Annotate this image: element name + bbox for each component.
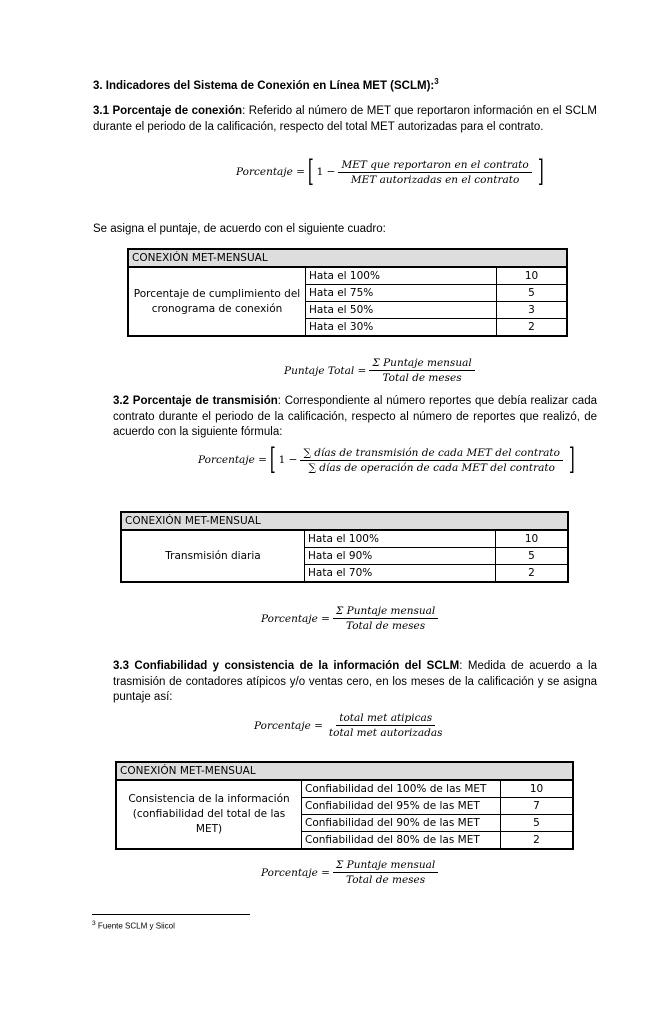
formula-porcentaje-final [261,859,441,886]
footnote-marker: 3 [92,920,96,927]
fraction [338,159,531,186]
subsection-title: 3.1 Porcentaje de conexión [93,105,243,117]
table-header: CONEXIÓN MET-MENSUAL [128,249,567,267]
bracket-right: ] [568,442,575,477]
fraction [333,605,438,632]
table-cell-level: Hata el 100% [306,267,497,285]
fraction-denominator: Total de meses [382,372,462,384]
fraction [326,712,446,739]
footnote-divider [92,914,250,915]
footnote-ref: 3 [434,77,439,86]
paragraph-text: : Correspondiente al número reportes que debía realizar cada contrato durante el periodo de la calificación, respecto al número de reportes que realizó, de acuerdo con la siguiente fórmula: [113,395,597,438]
transmision-table [120,511,569,583]
formula-transmision [198,442,578,477]
fraction [333,859,438,886]
formula-lhs: Porcentaje = [261,612,330,625]
formula-lhs: Porcentaje = [236,166,305,178]
table-cell-level: Hata el 90% [305,548,496,565]
footnote [92,920,175,931]
paragraph-text: : Referido al número de MET que reportaron información en el SCLM durante el periodo de la calificación, respecto del total MET autorizadas para el contrato. [93,105,597,133]
fraction [300,447,562,474]
table-category: Consistencia de la información (confiabilidad del total de las MET) [116,780,302,849]
table-cell-points: 3 [497,302,568,319]
table-cell-points: 10 [497,267,568,285]
table-cell-level: Confiabilidad del 80% de las MET [302,832,501,850]
table-cell-level: Hata el 70% [305,565,496,583]
table-cell-level: Confiabilidad del 95% de las MET [302,798,501,815]
paragraph-3-1 [93,104,597,135]
table-cell-points: 5 [501,815,574,832]
table-cell-level: Hata el 75% [306,285,497,302]
paragraph-3-2 [113,394,597,441]
fraction-denominator: Total de meses [346,874,426,886]
table-cell-level: Confiabilidad del 100% de las MET [302,780,501,798]
table-cell-level: Hata el 50% [306,302,497,319]
section-heading [93,77,439,92]
formula-one-minus: 1 − [278,454,298,466]
bracket-right: ] [537,154,544,189]
subsection-title: 3.2 Porcentaje de transmisión [113,395,278,407]
fraction-numerator: Σ Puntaje mensual [369,357,474,371]
fraction-numerator: MET que reportaron en el contrato [338,159,531,173]
formula-confiabilidad [254,712,448,739]
table-cell-points: 10 [501,780,574,798]
paragraph-text: : Medida de acuerdo a la trasmisión de contadores atípicos y/o ventas cero, en los meses de la calificación y se asigna puntaje así: [113,660,597,703]
bracket-left: [ [269,442,276,477]
fraction-denominator: MET autorizadas en el contrato [350,173,520,186]
formula-lhs: Porcentaje = [198,454,267,466]
table-intro: Se asigna el puntaje, de acuerdo con el siguiente cuadro: [93,223,386,235]
fraction-numerator: Σ Puntaje mensual [333,605,438,619]
table-cell-points: 5 [497,285,568,302]
formula-conexion [236,154,546,189]
fraction-numerator: total met atipicas [336,712,435,726]
section-title: 3. Indicadores del Sistema de Conexión en Línea MET (SCLM): [93,79,435,92]
formula-porcentaje-mensual [261,605,441,632]
fraction-denominator: total met autorizadas [328,727,443,739]
fraction-numerator: ∑ días de transmisión de cada MET del contrato [300,447,562,461]
bracket-left: [ [307,154,314,189]
table-header: CONEXIÓN MET-MENSUAL [121,512,568,530]
table-cell-points: 7 [501,798,574,815]
table-category: Porcentaje de cumplimiento del cronograma de conexión [128,267,306,336]
formula-puntaje-total [284,357,478,384]
table-category: Transmisión diaria [121,530,305,582]
table-cell-level: Hata el 30% [306,319,497,337]
fraction-denominator: ∑ días de operación de cada MET del contrato [308,461,555,474]
subsection-title: 3.3 Confiabilidad y consistencia de la información del SCLM [113,660,460,672]
table-cell-points: 10 [496,530,569,548]
fraction-denominator: Total de meses [346,620,426,632]
confiabilidad-table [115,761,574,850]
table-cell-points: 2 [497,319,568,337]
table-cell-points: 2 [501,832,574,850]
table-header: CONEXIÓN MET-MENSUAL [116,762,573,780]
formula-lhs: Porcentaje = [261,866,330,879]
table-cell-points: 2 [496,565,569,583]
footnote-text: Fuente SCLM y Siicol [95,921,175,931]
paragraph-3-3 [113,659,597,706]
table-cell-points: 5 [496,548,569,565]
table-cell-level: Confiabilidad del 90% de las MET [302,815,501,832]
conexion-table [127,248,568,337]
fraction-numerator: Σ Puntaje mensual [333,859,438,873]
formula-one-minus: 1 − [316,166,336,178]
table-cell-level: Hata el 100% [305,530,496,548]
fraction [369,357,474,384]
formula-lhs: Porcentaje = [254,719,323,732]
formula-lhs: Puntaje Total = [284,364,367,377]
